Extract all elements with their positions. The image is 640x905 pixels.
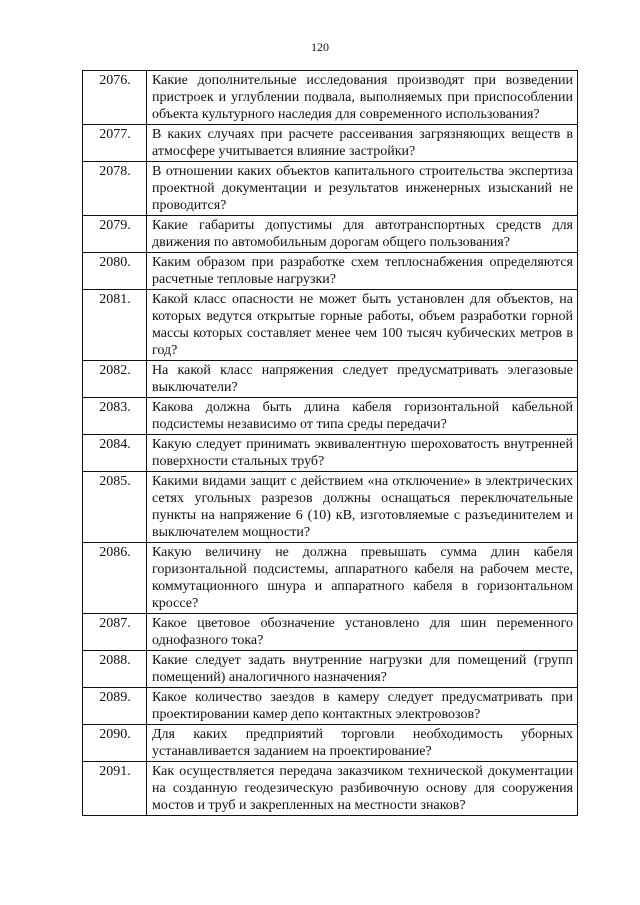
table-row (83, 253, 578, 290)
table-row (83, 435, 578, 472)
table-row (83, 162, 578, 216)
question-text: На какой класс напряжения следует предусматривать элегазовые выключатели? (147, 361, 578, 398)
table-row (83, 614, 578, 651)
question-number: 2077. (83, 125, 147, 162)
question-text: Для каких предприятий торговли необходимость уборных устанавливается заданием на проектирование? (147, 725, 578, 762)
table-row (83, 725, 578, 762)
table-row (83, 472, 578, 543)
page-number: 120 (311, 40, 329, 54)
question-number: 2081. (83, 290, 147, 361)
question-text: Какую величину не должна превышать сумма длин кабеля горизонтальной подсистемы, аппаратного кабеля на рабочем месте, коммутационного шнура и аппаратного кабеля в горизонтальном кроссе? (147, 543, 578, 614)
question-text: Какие дополнительные исследования производят при возведении пристроек и углублении подвала, выполняемых при приспособлении объекта культурного наследия для современного использования? (147, 71, 578, 125)
table-row (83, 71, 578, 125)
table-row (83, 762, 578, 816)
table-row (83, 398, 578, 435)
question-number: 2083. (83, 398, 147, 435)
question-text: В каких случаях при расчете рассеивания загрязняющих веществ в атмосфере учитывается влияние застройки? (147, 125, 578, 162)
question-text: Какие габариты допустимы для автотранспортных средств для движения по автомобильным дорогам общего пользования? (147, 216, 578, 253)
question-text: Как осуществляется передача заказчиком технической документации на созданную геодезическую разбивочную основу для сооружения мостов и труб и закрепленных на местности знаков? (147, 762, 578, 816)
question-text: Какую следует принимать эквивалентную шероховатость внутренней поверхности стальных труб? (147, 435, 578, 472)
table-row (83, 290, 578, 361)
question-number: 2088. (83, 651, 147, 688)
question-text: Какое цветовое обозначение установлено для шин переменного однофазного тока? (147, 614, 578, 651)
question-number: 2085. (83, 472, 147, 543)
table-row (83, 216, 578, 253)
question-text: Какими видами защит с действием «на отключение» в электрических сетях угольных разрезов должны оснащаться переключательные пункты на напряжение 6 (10) кВ, изготовляемые с разъединителем и выключателем мощности? (147, 472, 578, 543)
table-row (83, 125, 578, 162)
table-row (83, 688, 578, 725)
question-number: 2082. (83, 361, 147, 398)
question-number: 2079. (83, 216, 147, 253)
table-row (83, 543, 578, 614)
question-number: 2086. (83, 543, 147, 614)
question-number: 2078. (83, 162, 147, 216)
question-number: 2076. (83, 71, 147, 125)
question-text: Какие следует задать внутренние нагрузки для помещений (групп помещений) аналогичного назначения? (147, 651, 578, 688)
question-number: 2087. (83, 614, 147, 651)
question-number: 2091. (83, 762, 147, 816)
question-text: Какова должна быть длина кабеля горизонтальной кабельной подсистемы независимо от типа среды передачи? (147, 398, 578, 435)
table-row (83, 361, 578, 398)
question-number: 2089. (83, 688, 147, 725)
questions-table (82, 70, 578, 816)
question-number: 2084. (83, 435, 147, 472)
question-number: 2080. (83, 253, 147, 290)
question-text: Каким образом при разработке схем теплоснабжения определяются расчетные тепловые нагрузки? (147, 253, 578, 290)
question-number: 2090. (83, 725, 147, 762)
table-row (83, 651, 578, 688)
question-text: Какое количество заездов в камеру следует предусматривать при проектировании камер депо контактных электровозов? (147, 688, 578, 725)
question-text: Какой класс опасности не может быть установлен для объектов, на которых ведутся открытые горные работы, объем разработки горной массы которых составляет менее чем 100 тысяч кубических метров в год? (147, 290, 578, 361)
question-text: В отношении каких объектов капитального строительства экспертиза проектной документации и результатов инженерных изысканий не проводится? (147, 162, 578, 216)
